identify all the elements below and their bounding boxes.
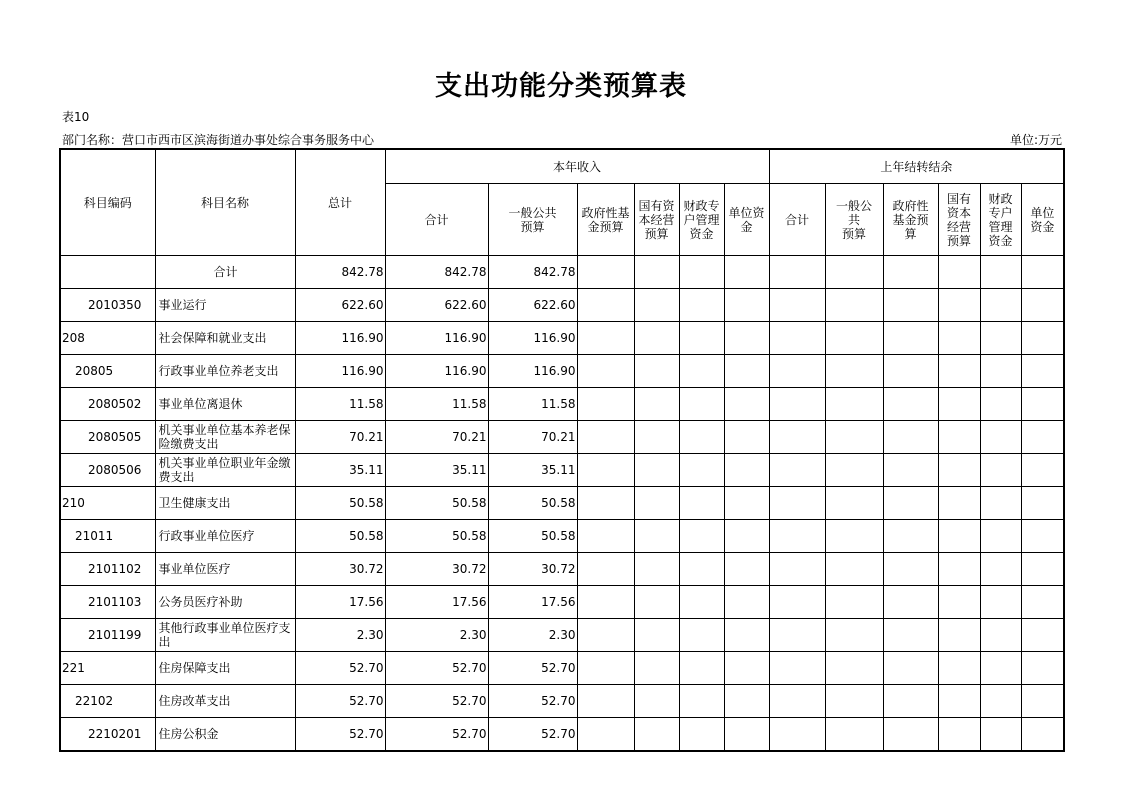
cell-code: 2080505 [60,421,155,454]
cell-empty [634,520,679,553]
cell-empty [883,685,938,718]
cell-empty [938,256,980,289]
cell-empty [577,586,634,619]
cell-empty [980,553,1021,586]
cell-empty [938,421,980,454]
cell-name: 机关事业单位职业年金缴费支出 [155,454,295,487]
cell-empty [724,487,769,520]
cell-empty [980,718,1021,752]
cell-sum: 30.72 [385,553,488,586]
cell-empty [577,322,634,355]
cell-empty [634,652,679,685]
cell-total: 50.58 [295,487,385,520]
cell-empty [724,355,769,388]
cell-code: 221 [60,652,155,685]
cell-empty [724,685,769,718]
cell-empty [825,685,883,718]
cell-empty [724,421,769,454]
cell-general: 70.21 [488,421,577,454]
cell-empty [769,652,825,685]
table-row [60,520,1064,553]
cell-empty [938,553,980,586]
header-carry-unit-fund: 单位 资金 [1021,184,1064,256]
cell-empty [883,652,938,685]
cell-name: 事业单位医疗 [155,553,295,586]
cell-empty [724,718,769,752]
cell-empty [679,388,724,421]
table-number: 表10 [62,110,90,124]
cell-code: 2101199 [60,619,155,652]
cell-empty [883,388,938,421]
header-current-income: 本年收入 [385,149,769,184]
cell-empty [577,487,634,520]
cell-empty [825,256,883,289]
cell-empty [769,388,825,421]
header-name: 科目名称 [155,149,295,256]
header-carry-fiscal-special: 财政 专户 管理 资金 [980,184,1021,256]
cell-empty [679,421,724,454]
table-row [60,322,1064,355]
cell-total: 116.90 [295,355,385,388]
cell-total: 52.70 [295,652,385,685]
header-code: 科目编码 [60,149,155,256]
cell-empty [769,487,825,520]
table-row [60,487,1064,520]
cell-empty [1021,685,1064,718]
cell-empty [980,619,1021,652]
cell-code: 2080506 [60,454,155,487]
cell-empty [634,586,679,619]
table-row [60,289,1064,322]
unit-label: 单位:万元 [1009,133,1062,147]
cell-empty [724,388,769,421]
cell-empty [825,586,883,619]
cell-general: 11.58 [488,388,577,421]
cell-empty [634,454,679,487]
cell-empty [825,454,883,487]
cell-sum: 52.70 [385,685,488,718]
cell-sum: 116.90 [385,355,488,388]
cell-name: 公务员医疗补助 [155,586,295,619]
department-name: 部门名称：营口市西市区滨海街道办事处综合事务服务中心 [62,133,375,147]
cell-code: 2010350 [60,289,155,322]
cell-empty [724,322,769,355]
cell-empty [883,454,938,487]
cell-empty [634,718,679,752]
table-row [60,685,1064,718]
cell-empty [1021,256,1064,289]
cell-total: 622.60 [295,289,385,322]
cell-empty [980,421,1021,454]
cell-total: 52.70 [295,718,385,752]
cell-empty [769,520,825,553]
cell-general: 17.56 [488,586,577,619]
cell-empty [825,388,883,421]
cell-total: 116.90 [295,322,385,355]
cell-empty [679,586,724,619]
header-carry-state-capital: 国有 资本 经营 预算 [938,184,980,256]
cell-empty [825,322,883,355]
cell-empty [980,586,1021,619]
cell-sum: 52.70 [385,718,488,752]
cell-empty [679,685,724,718]
cell-sum: 70.21 [385,421,488,454]
cell-empty [577,388,634,421]
cell-sum: 842.78 [385,256,488,289]
cell-empty [634,322,679,355]
cell-empty [1021,421,1064,454]
cell-general: 30.72 [488,553,577,586]
cell-empty [938,355,980,388]
cell-general: 50.58 [488,487,577,520]
budget-table [59,148,1065,752]
header-state-capital: 国有资 本经营 预算 [634,184,679,256]
cell-code [60,256,155,289]
cell-code: 210 [60,487,155,520]
table-row [60,421,1064,454]
cell-empty [577,553,634,586]
cell-sum: 52.70 [385,652,488,685]
cell-empty [769,685,825,718]
header-unit-fund: 单位资 金 [724,184,769,256]
cell-general: 52.70 [488,652,577,685]
cell-empty [1021,487,1064,520]
cell-code: 2210201 [60,718,155,752]
cell-name: 行政事业单位养老支出 [155,355,295,388]
table-row [60,586,1064,619]
header-sum: 合计 [385,184,488,256]
header-carry-gov-fund: 政府性 基金预 算 [883,184,938,256]
cell-sum: 116.90 [385,322,488,355]
cell-empty [980,652,1021,685]
cell-empty [769,322,825,355]
cell-empty [577,718,634,752]
cell-total: 30.72 [295,553,385,586]
table-row [60,256,1064,289]
cell-empty [634,289,679,322]
cell-sum: 50.58 [385,520,488,553]
header-gov-fund: 政府性基 金预算 [577,184,634,256]
cell-name: 住房改革支出 [155,685,295,718]
cell-empty [883,256,938,289]
cell-general: 2.30 [488,619,577,652]
cell-empty [883,586,938,619]
cell-empty [634,685,679,718]
cell-empty [724,289,769,322]
cell-empty [577,619,634,652]
cell-name: 住房公积金 [155,718,295,752]
cell-empty [980,487,1021,520]
cell-name: 其他行政事业单位医疗支出 [155,619,295,652]
cell-empty [769,421,825,454]
cell-empty [577,454,634,487]
cell-empty [577,355,634,388]
cell-empty [883,289,938,322]
cell-empty [577,520,634,553]
cell-total: 70.21 [295,421,385,454]
cell-empty [634,256,679,289]
cell-empty [980,454,1021,487]
cell-empty [1021,289,1064,322]
header-carry-general: 一般公 共 预算 [825,184,883,256]
cell-empty [883,322,938,355]
cell-empty [769,586,825,619]
table-row [60,718,1064,752]
cell-code: 2101102 [60,553,155,586]
cell-empty [769,718,825,752]
cell-empty [825,487,883,520]
cell-empty [679,454,724,487]
cell-empty [577,652,634,685]
cell-total: 2.30 [295,619,385,652]
cell-total: 17.56 [295,586,385,619]
cell-empty [1021,718,1064,752]
cell-empty [938,652,980,685]
table-row [60,388,1064,421]
header-fiscal-special: 财政专 户管理 资金 [679,184,724,256]
cell-empty [825,652,883,685]
cell-empty [1021,619,1064,652]
cell-empty [724,652,769,685]
cell-empty [679,652,724,685]
cell-empty [577,289,634,322]
cell-code: 21011 [60,520,155,553]
cell-empty [634,355,679,388]
cell-empty [1021,520,1064,553]
header-carryover: 上年结转结余 [769,149,1064,184]
cell-empty [679,256,724,289]
cell-empty [1021,553,1064,586]
cell-empty [883,421,938,454]
cell-empty [1021,355,1064,388]
cell-general: 35.11 [488,454,577,487]
cell-name: 机关事业单位基本养老保险缴费支出 [155,421,295,454]
cell-empty [724,256,769,289]
cell-general: 622.60 [488,289,577,322]
cell-empty [724,619,769,652]
cell-empty [825,619,883,652]
cell-empty [980,520,1021,553]
cell-name: 卫生健康支出 [155,487,295,520]
cell-empty [634,388,679,421]
header-general: 一般公共 预算 [488,184,577,256]
cell-empty [883,520,938,553]
cell-empty [1021,652,1064,685]
cell-name: 行政事业单位医疗 [155,520,295,553]
cell-empty [825,520,883,553]
cell-total: 842.78 [295,256,385,289]
cell-code: 22102 [60,685,155,718]
cell-empty [980,355,1021,388]
cell-empty [825,421,883,454]
cell-empty [938,388,980,421]
cell-empty [634,421,679,454]
cell-empty [634,487,679,520]
cell-sum: 11.58 [385,388,488,421]
cell-sum: 2.30 [385,619,488,652]
cell-empty [769,289,825,322]
cell-empty [679,520,724,553]
cell-general: 52.70 [488,718,577,752]
cell-empty [938,487,980,520]
cell-empty [883,487,938,520]
cell-empty [724,454,769,487]
cell-empty [883,619,938,652]
cell-empty [577,685,634,718]
cell-general: 52.70 [488,685,577,718]
table-row [60,454,1064,487]
cell-empty [980,685,1021,718]
cell-empty [883,553,938,586]
cell-general: 50.58 [488,520,577,553]
cell-empty [883,718,938,752]
cell-empty [577,256,634,289]
cell-name: 住房保障支出 [155,652,295,685]
cell-empty [938,718,980,752]
cell-empty [938,586,980,619]
cell-empty [634,553,679,586]
header-total: 总计 [295,149,385,256]
cell-code: 2080502 [60,388,155,421]
cell-general: 116.90 [488,322,577,355]
cell-code: 208 [60,322,155,355]
cell-sum: 35.11 [385,454,488,487]
cell-empty [724,520,769,553]
cell-total: 50.58 [295,520,385,553]
cell-empty [938,322,980,355]
cell-empty [1021,454,1064,487]
cell-total: 35.11 [295,454,385,487]
cell-empty [938,454,980,487]
cell-sum: 50.58 [385,487,488,520]
cell-code: 2101103 [60,586,155,619]
table-row [60,619,1064,652]
cell-empty [679,487,724,520]
cell-empty [825,355,883,388]
header-carry-sum: 合计 [769,184,825,256]
cell-empty [769,355,825,388]
cell-empty [1021,586,1064,619]
cell-empty [679,718,724,752]
cell-name: 事业单位离退休 [155,388,295,421]
cell-empty [769,454,825,487]
cell-empty [938,520,980,553]
cell-empty [724,553,769,586]
cell-empty [980,322,1021,355]
cell-empty [634,619,679,652]
cell-empty [980,289,1021,322]
cell-empty [769,256,825,289]
cell-empty [825,289,883,322]
cell-name: 社会保障和就业支出 [155,322,295,355]
cell-empty [1021,388,1064,421]
cell-name: 合计 [155,256,295,289]
cell-empty [769,619,825,652]
cell-general: 842.78 [488,256,577,289]
cell-empty [679,619,724,652]
cell-empty [679,553,724,586]
cell-total: 52.70 [295,685,385,718]
cell-general: 116.90 [488,355,577,388]
cell-empty [938,289,980,322]
table-row [60,652,1064,685]
cell-sum: 17.56 [385,586,488,619]
cell-empty [938,619,980,652]
cell-code: 20805 [60,355,155,388]
cell-empty [577,421,634,454]
cell-empty [769,553,825,586]
cell-empty [980,388,1021,421]
cell-empty [679,289,724,322]
cell-empty [938,685,980,718]
cell-empty [883,355,938,388]
cell-sum: 622.60 [385,289,488,322]
table-row [60,553,1064,586]
cell-empty [679,355,724,388]
cell-empty [724,586,769,619]
cell-empty [1021,322,1064,355]
cell-name: 事业运行 [155,289,295,322]
cell-empty [825,553,883,586]
cell-total: 11.58 [295,388,385,421]
page-title: 支出功能分类预算表 [435,71,687,102]
table-row [60,355,1064,388]
cell-empty [825,718,883,752]
cell-empty [679,322,724,355]
cell-empty [980,256,1021,289]
